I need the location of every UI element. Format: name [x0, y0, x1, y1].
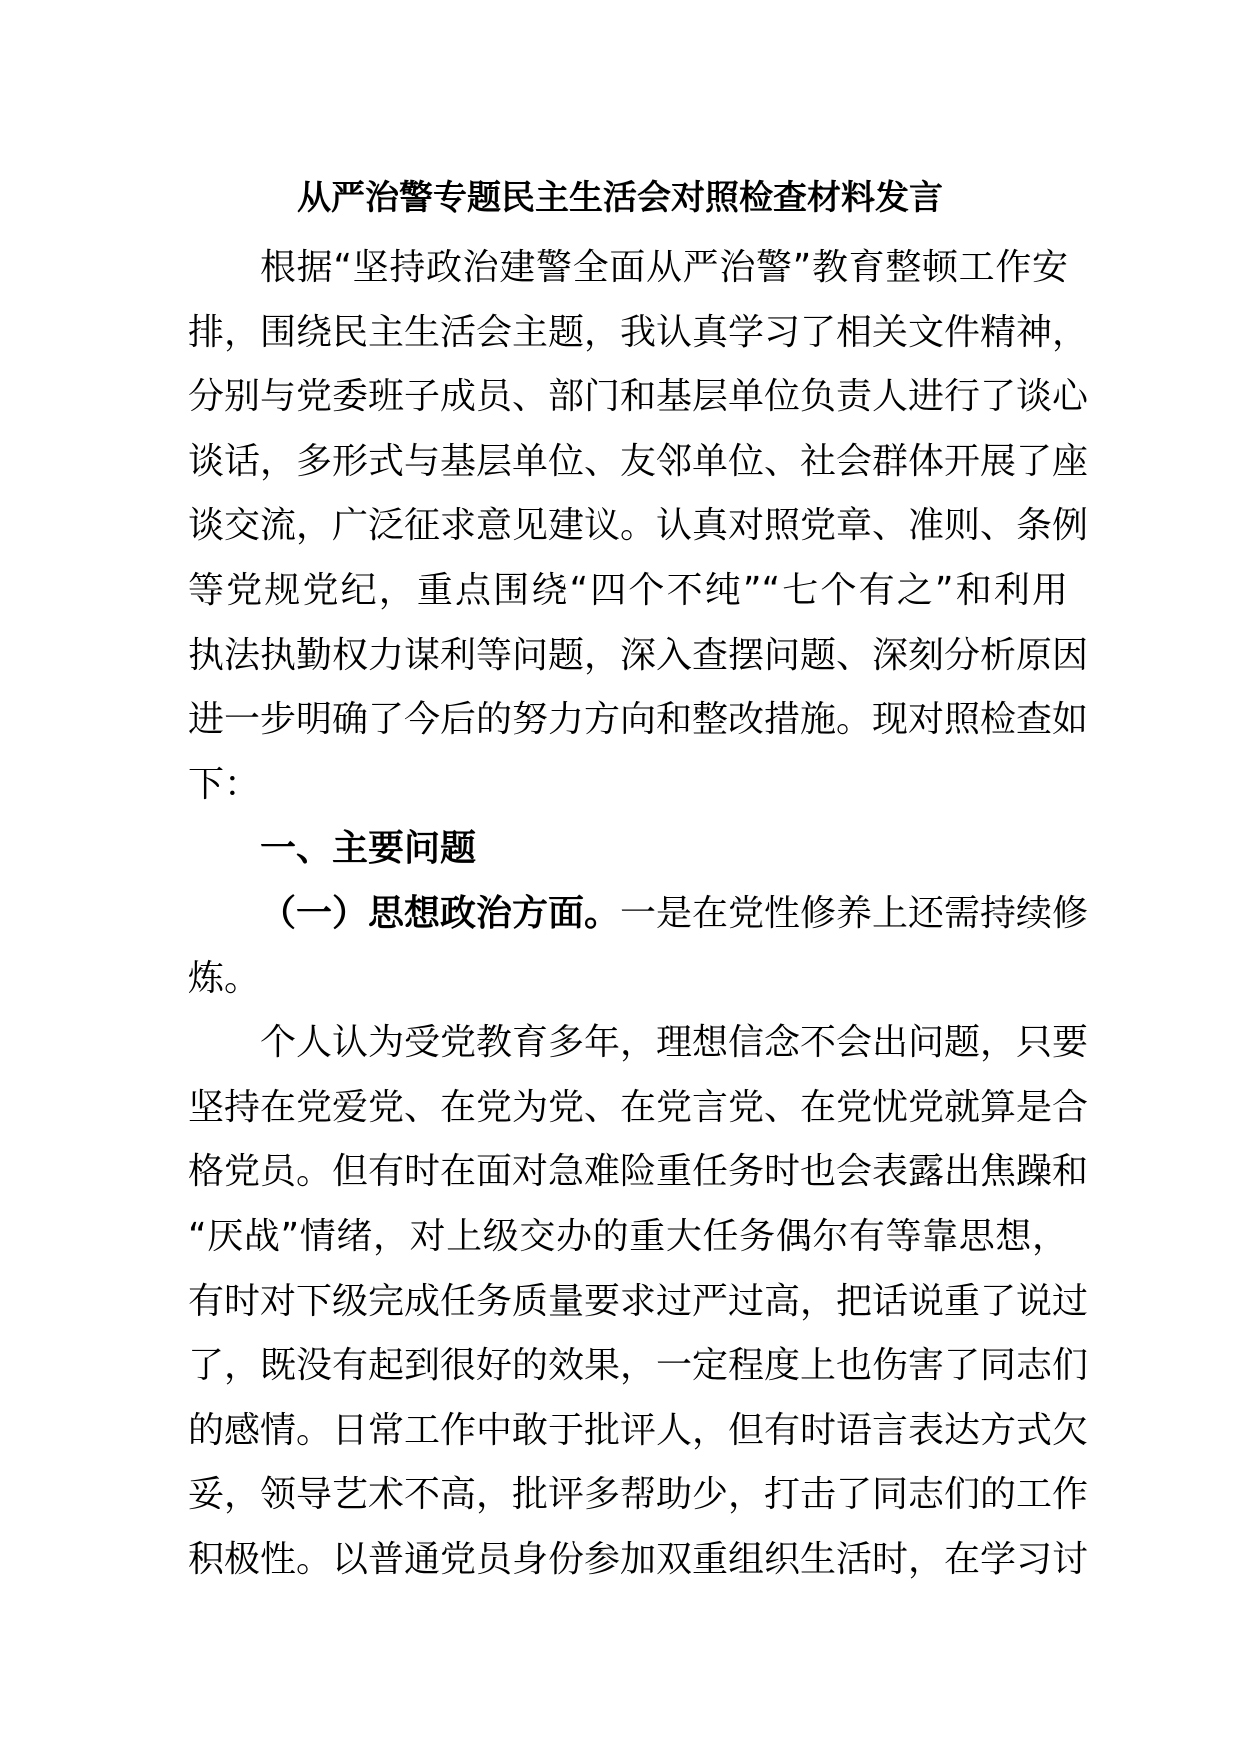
paragraph-line: 谈话，多形式与基层单位、友邻单位、社会群体开展了座 [188, 440, 1089, 482]
section-heading: 一、主要问题 [260, 828, 477, 870]
paragraph-line: 进一步明确了今后的努力方向和整改措施。现对照检查如 [188, 699, 1089, 741]
paragraph-line: 根据“坚持政治建警全面从严治警”教育整顿工作安 [260, 247, 1068, 288]
subsection-label: （一）思想政治方面。 [260, 892, 621, 934]
paragraph-line: 了，既没有起到很好的效果，一定程度上也伤害了同志们 [188, 1345, 1089, 1387]
paragraph-line: 格党员。但有时在面对急难险重任务时也会表露出焦躁和 [188, 1151, 1089, 1193]
paragraph-line: 谈交流，广泛征求意见建议。认真对照党章、准则、条例 [188, 505, 1089, 547]
paragraph-line: 妥，领导艺术不高，批评多帮助少，打击了同志们的工作 [188, 1474, 1089, 1516]
paragraph-line: 积极性。以普通党员身份参加双重组织生活时，在学习讨 [188, 1538, 1089, 1580]
subsection-line [188, 882, 1089, 947]
paragraph-line: 等党规党纪，重点围绕“四个不纯”“七个有之”和利用 [188, 569, 1068, 611]
document-title: 从严治警专题民主生活会对照检查材料发言 [297, 178, 943, 218]
paragraph-line: “厌战”情绪，对上级交办的重大任务偶尔有等靠思想， [188, 1215, 1068, 1257]
paragraph-line: 执法执勤权力谋利等问题，深入查摆问题、深刻分析原因 [188, 634, 1089, 676]
paragraph-line: 下： [188, 763, 261, 805]
paragraph-line: 有时对下级完成任务质量要求过严过高，把话说重了说过 [188, 1280, 1089, 1322]
subsection-text: 一是在党性修养上还需持续修 [620, 892, 1089, 934]
document-body [188, 236, 1089, 1592]
paragraph-line: 个人认为受党教育多年，理想信念不会出问题，只要 [260, 1022, 1089, 1064]
paragraph-line: 排，围绕民主生活会主题，我认真学习了相关文件精神， [188, 311, 1089, 353]
paragraph-line: 坚持在党爱党、在党为党、在党言党、在党忧党就算是合 [188, 1086, 1089, 1128]
paragraph-line: 的感情。日常工作中敢于批评人，但有时语言表达方式欠 [188, 1409, 1089, 1451]
paragraph-line: 炼。 [188, 957, 261, 999]
paragraph-line: 分别与党委班子成员、部门和基层单位负责人进行了谈心 [188, 376, 1089, 418]
